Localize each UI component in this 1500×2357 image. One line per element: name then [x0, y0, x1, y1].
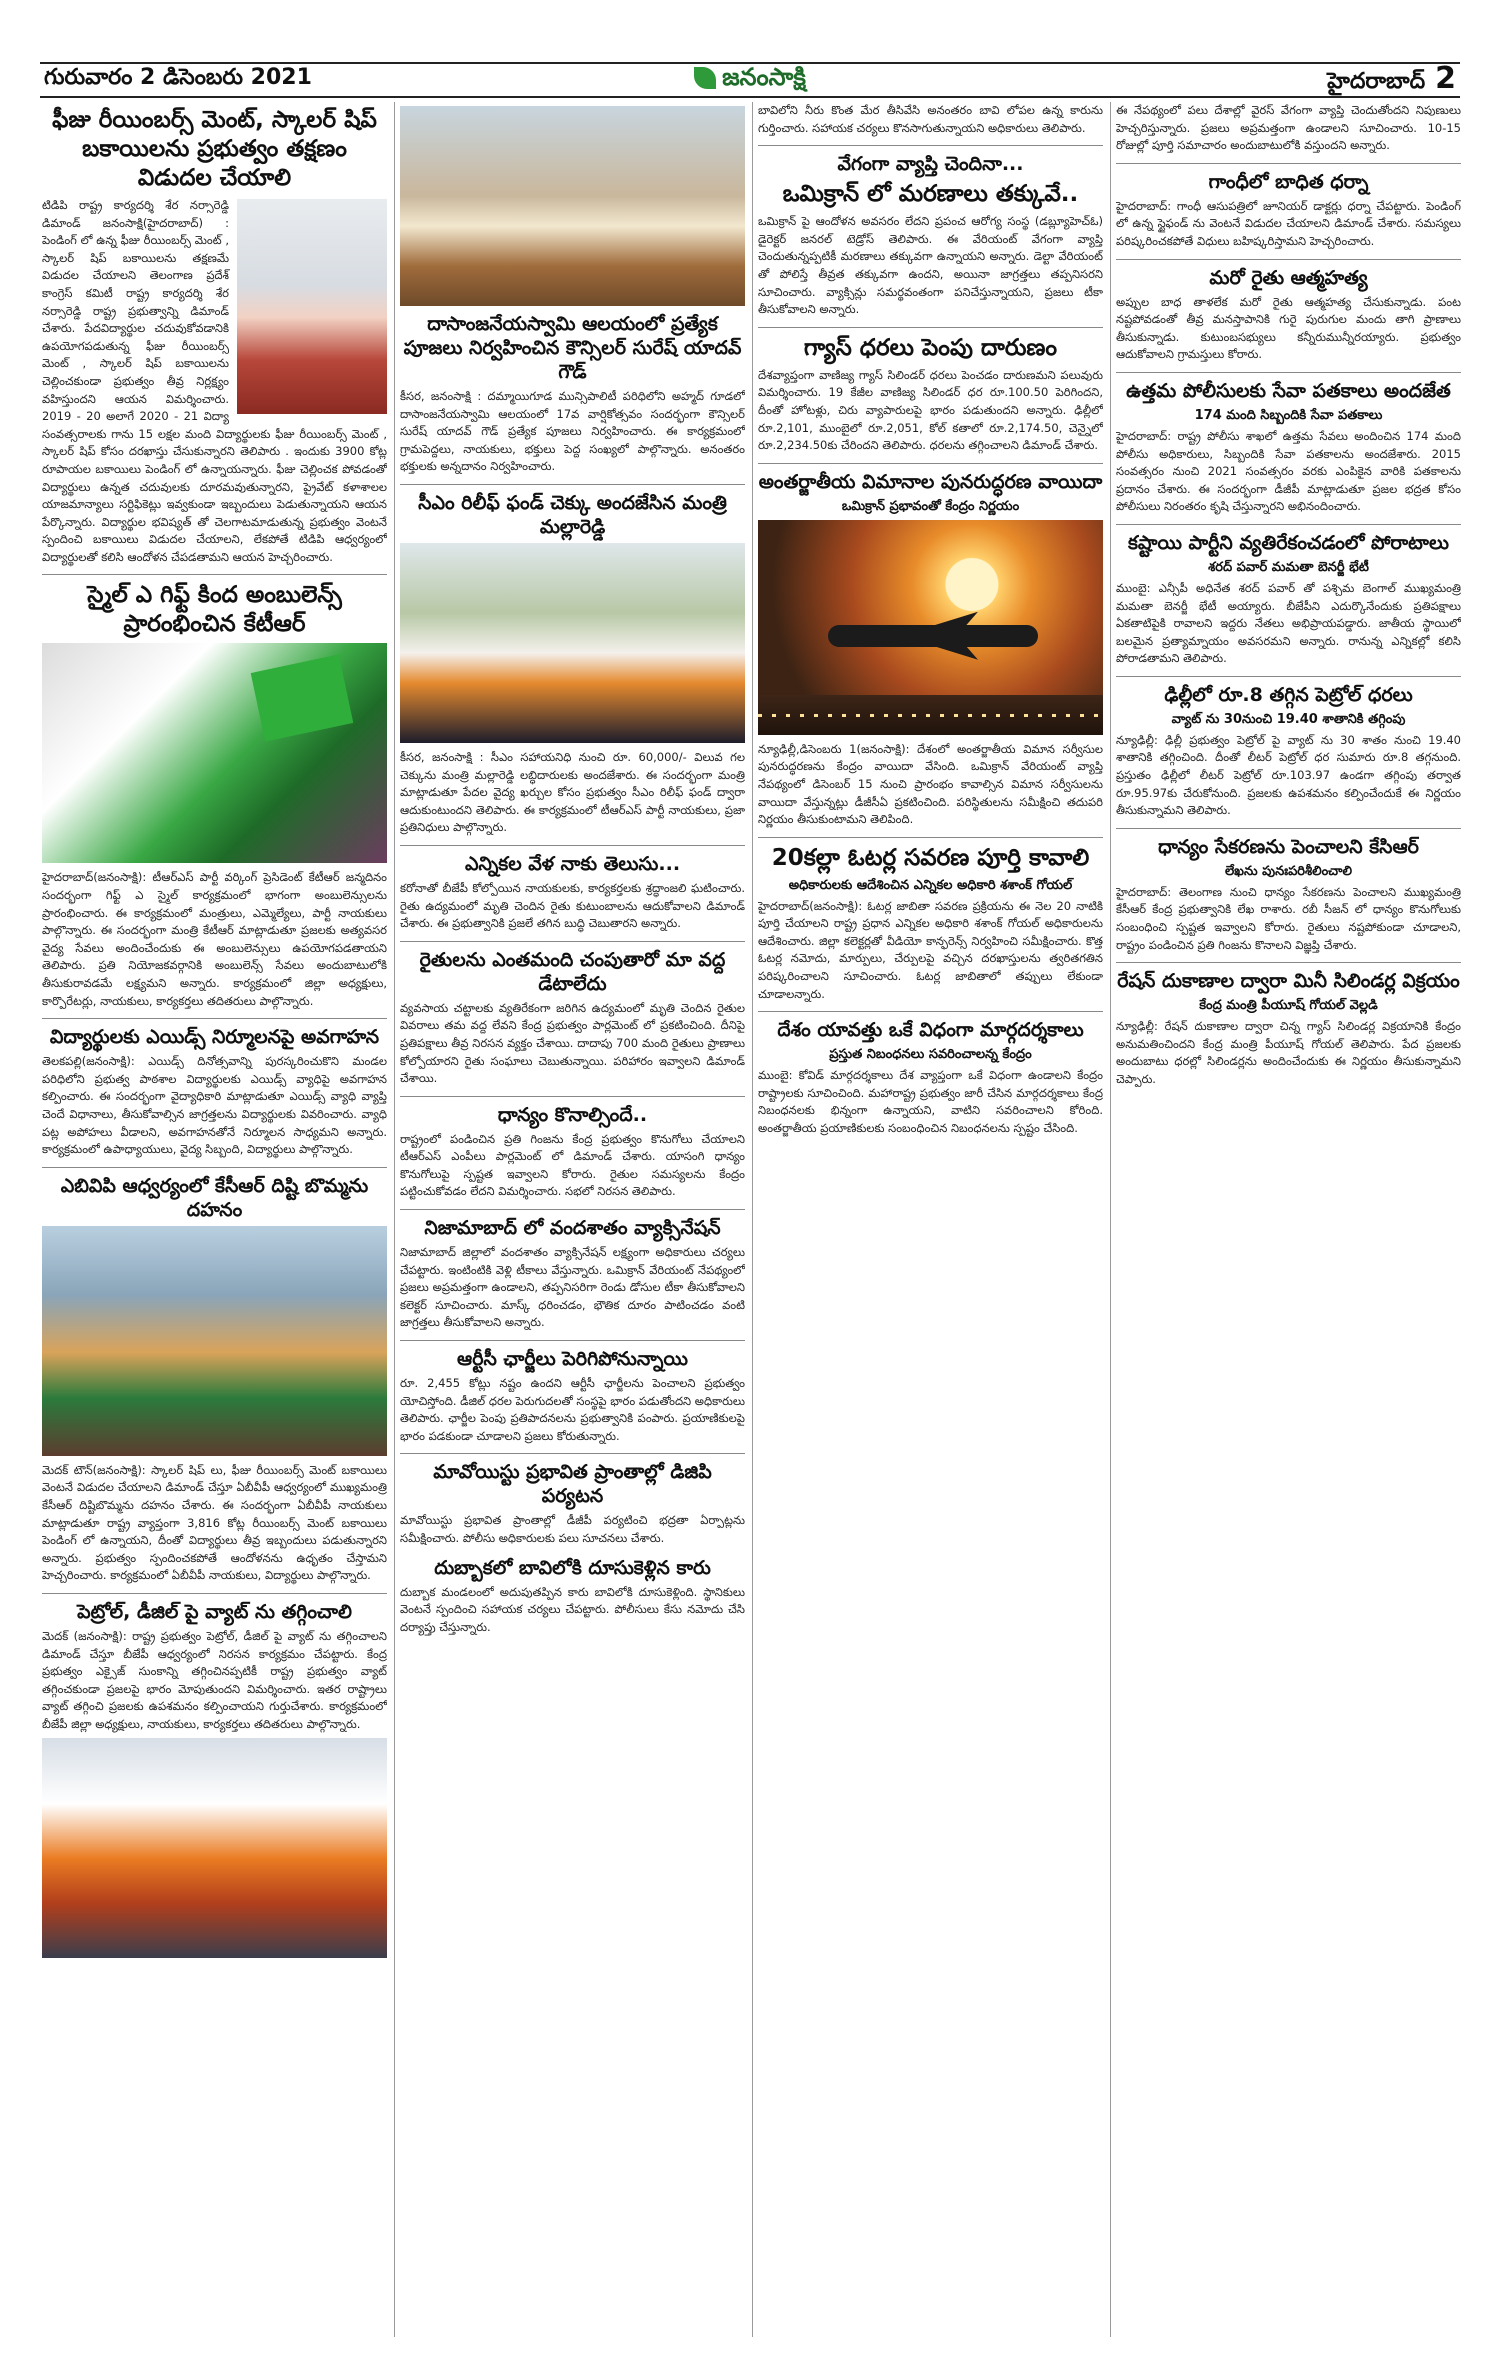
divider — [1116, 828, 1461, 829]
article-headline: ఉత్తమ పోలీసులకు సేవా పతకాలు అందజేత — [1126, 379, 1451, 402]
article-rtc-charges — [400, 1347, 745, 1445]
article-subheadline: ప్రస్తుత నిబంధనలు సవరించాలన్న కేంద్రం — [829, 1047, 1032, 1063]
issue-date: గురువారం 2 డిసెంబరు 2021 — [44, 65, 312, 90]
article-car-well — [400, 1556, 745, 1637]
article-vat-reduction — [42, 1600, 387, 1958]
article-body: కీసర, జనంసాక్షి : దమ్మాయిగూడ మున్సిపాలిటీ పరిధిలోని అహ్మద్ గూడలో దాసాంజనేయస్వామి ఆలయంలో 17వ వార్షికోత్సవం సందర్భంగా కౌన్సిలర్ సురేష్ యాదవ్ గౌడ్ ప్రత్యేక పూజలు నిర్వహించారు. ఈ కార్యక్రమంలో గ్రామపెద్దలు, నాయకులు, భక్తులు పెద్ద సంఖ్యలో పాల్గొన్నారు. అనంతరం భక్తులకు అన్నదానం నిర్వహించారు. — [400, 389, 745, 474]
article-gandhi-dharna — [1116, 170, 1461, 251]
article-omicron — [758, 152, 1103, 319]
divider — [1116, 259, 1461, 260]
article-aids-awareness — [42, 1025, 387, 1159]
article-body: రాష్ట్రంలో పండించిన ప్రతి గింజను కేంద్ర ప్రభుత్వం కొనుగోలు చేయాలని టీఆర్ఎస్ ఎంపీలు పార్లమెంట్ లో డిమాండ్ చేశారు. యాసంగి ధాన్యం కొనుగోలుపై స్పష్టత ఇవ్వాలని కోరారు. రైతుల సమస్యలను కేంద్రం పట్టించుకోవడం లేదని విమర్శించారు. సభలో నిరసన తెలిపారు. — [400, 1131, 745, 1199]
article-body: కరోనాతో బీజేపీ కోల్పోయిన నాయకులకు, కార్యకర్తలకు శ్రద్ధాంజలి ఘటించారు. రైతు ఉద్యమంలో మృతి చెందిన రైతు కుటుంబాలను ఆదుకోవాలని డిమాండ్ చేశారు. ఈ ప్రభుత్వానికి ప్రజలే తగిన బుద్ధి చెబుతారని అన్నారు. — [400, 880, 745, 931]
column-divider — [752, 102, 753, 2337]
article-headline: నిజామాబాద్ లో వందశాతం వ్యాక్సినేషన్ — [424, 1217, 721, 1240]
divider — [400, 1096, 745, 1097]
divider — [758, 145, 1103, 146]
divider — [758, 1011, 1103, 1012]
article-body: ఈ నేపథ్యంలో పలు దేశాల్లో వైరస్ వేగంగా వ్యాప్తి చెందుతోందని నిపుణులు హెచ్చరిస్తున్నారు. ప్రజలు అప్రమత్తంగా ఉండాలని సూచించారు. 10-15 రోజుల్లో పూర్తి సమాచారం అందుబాటులోకి వస్తుందని అన్నారు. — [1116, 103, 1461, 153]
article-fee-reimbursement — [42, 106, 387, 566]
article-headline: దేశం యావత్తు ఒకే విధంగా మార్గదర్శకాలు — [777, 1019, 1084, 1042]
divider — [1116, 524, 1461, 525]
cheque-handover-photo — [400, 543, 745, 743]
divider — [400, 845, 745, 846]
article-headline: కష్టాయి పార్టీని వ్యతిరేకంచడంలో పోరాటాలు — [1127, 531, 1449, 554]
divider — [1116, 962, 1461, 963]
masthead — [40, 62, 1460, 98]
article-kicker: వేగంగా వ్యాప్తి చెందినా... — [837, 153, 1024, 176]
newspaper-logo — [510, 63, 990, 97]
article-headline: ఫీజు రీయింబర్స్ మెంట్, స్కాలర్ షిప్ బకాయిలను ప్రభుత్వం తక్షణం విడుదల చేయాలి — [52, 107, 377, 191]
ambulance-photo — [42, 643, 387, 863]
article-headline: గ్యాస్ ధరలు పెంపు దారుణం — [803, 334, 1058, 361]
article-temple-pooja — [400, 312, 745, 476]
article-body: కీసర, జనంసాక్షి : సీఎం సహాయనిధి నుంచి రూ. 60,000/- విలువ గల చెక్కును మంత్రి మల్లారెడ్డి లబ్ధిదారులకు అందజేశారు. ఈ సందర్భంగా మంత్రి మాట్లాడుతూ పేదల వైద్య ఖర్చుల కోసం ప్రభుత్వం సీఎం రిలీఫ్ ఫండ్ ద్వారా ఆదుకుంటుందని తెలిపారు. ఈ కార్యక్రమంలో టీఆర్ఎస్ పార్టీ నాయకులు, ప్రజా ప్రతినిధులు పాల్గొన్నారు. — [400, 749, 745, 835]
column-3 — [758, 102, 1103, 2337]
divider — [1116, 372, 1461, 373]
article-subheadline: కేంద్ర మంత్రి పీయూష్ గోయల్ వెల్లడి — [1199, 998, 1378, 1014]
article-police-medals — [1116, 379, 1461, 516]
article-body: మెదక్ టౌన్(జనంసాక్షి): స్కాలర్ షిప్ లు, ఫీజు రీయింబర్స్ మెంట్ బకాయిలు వెంటనే విడుదల చేయాలని డిమాండ్ చేస్తూ ఏబీవీపీ ఆధ్వర్యంలో ముఖ్యమంత్రి కేసీఆర్ దిష్టిబొమ్మను దహనం చేశారు. ఈ సందర్భంగా ఏబీవీపీ నాయకులు మాట్లాడుతూ రాష్ట్ర వ్యాప్తంగా 3,816 కోట్ల రీయింబర్స్ మెంట్ బకాయిలు పెండింగ్ లో ఉన్నాయని, దీంతో విద్యార్థులు తీవ్ర ఇబ్బందులు పడుతున్నారని అన్నారు. ప్రభుత్వం స్పందించకపోతే ఆందోళనను ఉధృతం చేస్తామని హెచ్చరించారు. కార్యక్రమంలో ఏబీవీపీ నాయకులు, విద్యార్థులు పాల్గొన్నారు. — [42, 1462, 387, 1583]
divider — [400, 1340, 745, 1341]
divider — [400, 1453, 745, 1454]
article-headline: మరో రైతు ఆత్మహత్య — [1209, 266, 1368, 289]
article-body: హైదరాబాద్: తెలంగాణ నుంచి ధాన్యం సేకరణను పెంచాలని ముఖ్యమంత్రి కేసీఆర్ కేంద్ర ప్రభుత్వానికి లేఖ రాశారు. రబీ సీజన్ లో ధాన్యం కొనుగోలుకు సంబంధించి స్పష్టత ఇవ్వాలని కోరారు. రైతులు నష్టపోకుండా చూడాలని, రాష్ట్రం పండించిన ప్రతి గింజను కొనాలని విజ్ఞప్తి చేశారు. — [1116, 884, 1461, 952]
article-mini-cylinders — [1116, 969, 1461, 1088]
article-guidelines — [758, 1018, 1103, 1137]
article-headline: ఆర్టీసీ ఛార్జీలు పెరిగిపోనున్నాయి — [457, 1348, 688, 1371]
article-subheadline: అధికారులకు ఆదేశించిన ఎన్నికల అధికారి శశాంక్ గోయల్ — [788, 877, 1073, 893]
article-headline: ధాన్యం కొనాల్సిందే.. — [497, 1103, 648, 1126]
article-body: హైదరాబాద్(జనంసాక్షి): ఓటర్ల జాబితా సవరణ ప్రక్రియను ఈ నెల 20 నాటికి పూర్తి చేయాలని రాష్ట్ర ప్రధాన ఎన్నికల అధికారి శశాంక్ గోయల్ అధికారులను ఆదేశించారు. జిల్లా కలెక్టర్లతో వీడియో కాన్ఫరెన్స్ నిర్వహించి సమీక్షించారు. కొత్త ఓటర్ల నమోదు, మార్పులు, చేర్పులపై వచ్చిన దరఖాస్తులను త్వరితగతిన పరిష్కరించాలని సూచించారు. ఓటర్ల జాబితాలో తప్పులు లేకుండా చూడాలన్నారు. — [758, 898, 1103, 1001]
page-number: 2 — [1435, 61, 1456, 96]
article-body: వ్యవసాయ చట్టాలకు వ్యతిరేకంగా జరిగిన ఉద్యమంలో మృతి చెందిన రైతుల వివరాలు తమ వద్ద లేవని కేంద్ర ప్రభుత్వం పార్లమెంట్ లో ప్రకటించింది. దీనిపై ప్రతిపక్షాలు తీవ్ర నిరసన వ్యక్తం చేశాయి. దాదాపు 700 మంది రైతులు ప్రాణాలు కోల్పోయారని రైతు సంఘాలు చెబుతున్నాయి. పరిహారం ఇవ్వాలని డిమాండ్ చేశాయి. — [400, 1000, 745, 1086]
article-body: హైదరాబాద్: గాంధీ ఆసుపత్రిలో జూనియర్ డాక్టర్లు ధర్నా చేపట్టారు. పెండింగ్ లో ఉన్న స్టైఫండ్ ను వెంటనే విడుదల చేయాలని డిమాండ్ చేశారు. సమస్యలు పరిష్కరించకపోతే విధులు బహిష్కరిస్తామని హెచ్చరించారు. — [1116, 198, 1461, 248]
article-paddy-procurement — [1116, 835, 1461, 954]
column-divider — [394, 102, 395, 2337]
article-headline: ఢిల్లీలో రూ.8 తగ్గిన పెట్రోల్ ధరలు — [1164, 683, 1413, 706]
article-headline: స్మైల్ ఎ గిఫ్ట్ కింద అంబులెన్స్ ప్రారంభించిన కేటీఆర్ — [87, 582, 342, 638]
article-subheadline: ఒమిక్రాన్ ప్రభావంతో కేంద్రం నిర్ణయం — [841, 498, 1020, 514]
article-subheadline: లేఖను పునఃపరిశీలించాలి — [1224, 863, 1353, 879]
article-headline: దాసాంజనేయస్వామి ఆలయంలో ప్రత్యేక పూజలు నిర్వహించిన కౌన్సిలర్ సురేష్ యాదవ్ గౌడ్ — [403, 313, 742, 383]
article-subheadline: వ్యాట్ ను 30నుంచి 19.40 శాతానికి తగ్గింపు — [1171, 711, 1406, 727]
divider — [758, 837, 1103, 838]
divider — [42, 1593, 387, 1594]
article-headline: పెట్రోల్, డీజిల్ పై వ్యాట్ ను తగ్గించాలి — [77, 1600, 352, 1623]
article-vaccination — [400, 1216, 745, 1332]
article-headline: రేషన్ దుకాణాల ద్వారా మినీ సిలిండర్ల విక్రయం — [1117, 970, 1460, 993]
divider — [400, 941, 745, 942]
temple-photo — [400, 106, 745, 306]
divider — [42, 574, 387, 575]
article-continued — [758, 102, 1103, 137]
article-body: హైదరాబాద్: రాష్ట్ర పోలీసు శాఖలో ఉత్తమ సేవలు అందించిన 174 మంది పోలీసు అధికారులు, సిబ్బందికి సేవా పతకాలను అందజేశారు. 2015 సంవత్సరం నుంచి 2021 సంవత్సరం వరకు ఎంపికైన వారికి పతకాలను ప్రదానం చేశారు. ఈ సందర్భంగా డీజీపీ మాట్లాడుతూ ప్రజల భద్రత కోసం పోలీసులు నిరంతరం కృషి చేస్తున్నారని అభినందించారు. — [1116, 428, 1461, 514]
column-1 — [42, 102, 387, 2337]
article-farmers-data — [400, 948, 745, 1088]
leaf-icon — [694, 67, 716, 89]
article-body: దేశవ్యాప్తంగా వాణిజ్య గ్యాస్ సిలిండర్ ధరలు పెంచడం దారుణమని పలువురు విమర్శించారు. 19 కేజీల వాణిజ్య సిలిండర్ ధర రూ.100.50 పెరిగిందని, దీంతో హోటళ్లు, చిరు వ్యాపారులపై భారం పడుతుందని అన్నారు. ఢిల్లీలో రూ.2,101, ముంబైలో రూ.2,051, కోల్ కతాలో రూ.2,174.50, చెన్నైలో రూ.2,234.50కు చేరిందని తెలిపారు. ధరలను తగ్గించాలని డిమాండ్ చేశారు. — [758, 367, 1103, 453]
article-ambulance — [42, 581, 387, 1010]
article-abvp-protest — [42, 1174, 387, 1585]
article-body: ఒమిక్రాన్ పై ఆందోళన అవసరం లేదని ప్రపంచ ఆరోగ్య సంస్థ (డబ్ల్యూహెచ్ఓ) డైరెక్టర్ జనరల్ టెడ్రోస్ తెలిపారు. ఈ వేరియంట్ వేగంగా వ్యాప్తి చెందుతున్నప్పటికీ మరణాలు తక్కువగా ఉన్నాయని అన్నారు. డెల్టా వేరియంట్ తో పోలిస్తే తీవ్రత తక్కువగా ఉందని, అయినా జాగ్రత్తలు తప్పనిసరని సూచించారు. వ్యాక్సిన్లు సమర్థవంతంగా పనిచేస్తున్నాయని, ప్రజలు టీకా తీసుకోవాలని అన్నారు. — [758, 214, 1103, 317]
article-headline: విద్యార్థులకు ఎయిడ్స్ నిర్మూలనపై అవగాహన — [49, 1026, 380, 1049]
portrait-photo — [237, 199, 387, 414]
article-headline: ఎబివిపి ఆధ్వర్యంలో కేసీఆర్ దిష్టి బొమ్మను దహనం — [60, 1174, 369, 1221]
edition-city: హైదరాబాద్ — [1327, 69, 1426, 94]
edition-info — [990, 61, 1460, 99]
article-pawar-mamata — [1116, 531, 1461, 668]
article-headline: ఒమిక్రాన్ లో మరణాలు తక్కువే.. — [782, 181, 1079, 208]
article-elections — [400, 852, 745, 933]
article-subheadline: శరద్ పవార్ మమతా బెనర్జీ భేటీ — [1208, 559, 1369, 575]
article-body: దుబ్బాక మండలంలో అదుపుతప్పిన కారు బావిలోకి దూసుకెళ్లింది. స్థానికులు వెంటనే స్పందించి సహాయక చర్యలు చేపట్టారు. పోలీసులు కేసు నమోదు చేసి దర్యాప్తు చేస్తున్నారు. — [400, 1584, 745, 1634]
article-dgp-visit — [400, 1460, 745, 1547]
article-headline: అంతర్జాతీయ విమానాల పునరుద్ధరణ వాయిదా — [758, 470, 1103, 493]
article-body: రూ. 2,455 కోట్లు నష్టం ఉందని ఆర్టీసీ ఛార్జీలను పెంచాలని ప్రభుత్వం యోచిస్తోంది. డీజిల్ ధరల పెరుగుదలతో సంస్థపై భారం పడుతోందని అధికారులు తెలిపారు. ఛార్జీల పెంపు ప్రతిపాదనలను ప్రభుత్వానికి పంపారు. ప్రయాణికులపై భారం పడకుండా చూడాలని ప్రజలు కోరుతున్నారు. — [400, 1376, 745, 1443]
article-headline: గాంధీలో బాధిత ధర్నా — [1208, 170, 1369, 193]
article-farmer-suicide — [1116, 266, 1461, 364]
divider — [42, 1018, 387, 1019]
column-4 — [1116, 102, 1461, 2337]
article-headline: సీఎం రిలీఫ్ ఫండ్ చెక్కు అందజేసిన మంత్రి మల్లారెడ్డి — [418, 491, 727, 538]
article-headline: ఎన్నికల వేళ నాకు తెలుసు... — [464, 852, 681, 875]
runway-lights — [758, 714, 1103, 717]
divider — [1116, 163, 1461, 164]
protest-photo — [42, 1226, 387, 1456]
article-body: న్యూఢిల్లీ,డిసెంబరు 1(జనంసాక్షి): దేశంలో అంతర్జాతీయ విమాన సర్వీసుల పునరుద్ధరణను కేంద్రం వాయిదా వేసింది. ఒమిక్రాన్ వేరియంట్ వ్యాప్తి నేపథ్యంలో డిసెంబర్ 15 నుంచి ప్రారంభం కావాల్సిన విమాన సర్వీసులను వాయిదా వేస్తున్నట్లు డీజీసీఏ ప్రకటించింది. పరిస్థితులను సమీక్షించి తదుపరి నిర్ణయం తీసుకుంటామని తెలిపింది. — [758, 741, 1103, 827]
article-headline: రైతులను ఎంతమంది చంపుతారో మా వద్ద డేటాలేదు — [419, 948, 726, 995]
article-continued — [1116, 102, 1461, 155]
article-flights — [758, 470, 1103, 829]
article-headline: దుబ్బాకలో బావిలోకి దూసుకెళ్లిన కారు — [434, 1556, 711, 1579]
article-body: బావిలోని నీరు కొంత మేర తీసివేసి అనంతరం బావి లోపల ఉన్న కారును గుర్తించారు. సహాయక చర్యలు కొనసాగుతున్నాయని అధికారులు తెలిపారు. — [758, 103, 1103, 135]
flag-icon — [251, 655, 354, 742]
bjp-protest-photo — [42, 1738, 387, 1958]
divider — [758, 327, 1103, 328]
article-voter-revision — [758, 844, 1103, 1004]
column-divider — [1110, 102, 1111, 2337]
article-subheadline: 174 మంది సిబ్బందికి సేవా పతకాలు — [1194, 407, 1383, 423]
divider — [1116, 676, 1461, 677]
article-body: అప్పుల బాధ తాళలేక మరో రైతు ఆత్మహత్య చేసుకున్నాడు. పంట నష్టపోవడంతో తీవ్ర మనస్తాపానికి గురై పురుగుల మందు తాగి ప్రాణాలు తీసుకున్నాడు. కుటుంబసభ్యులు కన్నీరుమున్నీరయ్యారు. ప్రభుత్వం ఆదుకోవాలని గ్రామస్తులు కోరారు. — [1116, 294, 1461, 362]
article-paddy — [400, 1103, 745, 1201]
divider — [400, 1209, 745, 1210]
newspaper-name: జనంసాక్షి — [722, 63, 806, 91]
article-body: ముంబై: కోవిడ్ మార్గదర్శకాలు దేశ వ్యాప్తంగా ఒకే విధంగా ఉండాలని కేంద్రం రాష్ట్రాలకు సూచించింది. మహారాష్ట్ర ప్రభుత్వం జారీ చేసిన మార్గదర్శకాలు కేంద్ర నిబంధనలకు భిన్నంగా ఉన్నాయని, వాటిని సవరించాలని కోరింది. అంతర్జాతీయ ప్రయాణికులకు సంబంధించిన నిబంధనలను స్పష్టం చేసింది. — [758, 1068, 1103, 1136]
article-body: నిజామాబాద్ జిల్లాలో వందశాతం వ్యాక్సినేషన్ లక్ష్యంగా అధికారులు చర్యలు చేపట్టారు. ఇంటింటికి వెళ్లి టీకాలు వేస్తున్నారు. ఒమిక్రాన్ వేరియంట్ నేపథ్యంలో ప్రజలు అప్రమత్తంగా ఉండాలని, తప్పనిసరిగా రెండు డోసుల టీకా తీసుకోవాలని కలెక్టర్ సూచించారు. మాస్క్ ధరించడం, భౌతిక దూరం పాటించడం వంటి జాగ్రత్తలు తీసుకోవాలని అన్నారు. — [400, 1245, 745, 1330]
article-headline: 20కల్లా ఓటర్ల సవరణ పూర్తి కావాలి — [771, 844, 1090, 871]
divider — [42, 1167, 387, 1168]
column-2 — [400, 102, 745, 2337]
article-body: ముంబై: ఎన్సీపీ అధినేత శరద్ పవార్ తో పశ్చిమ బెంగాల్ ముఖ్యమంత్రి మమతా బెనర్జీ భేటీ అయ్యారు. బీజేపీని ఎదుర్కొనేందుకు ప్రతిపక్షాలు ఏకతాటిపైకి రావాలని ఇద్దరు నేతలు అభిప్రాయపడ్డారు. జాతీయ స్థాయిలో బలమైన ప్రత్యామ్నాయం అవసరమని అన్నారు. రానున్న ఎన్నికల్లో కలిసి పోరాడతామని తెలిపారు. — [1116, 580, 1461, 666]
article-body: తెలకపల్లి(జనంసాక్షి): ఎయిడ్స్ దినోత్సవాన్ని పురస్కరించుకొని మండల పరిధిలోని ప్రభుత్వ పాఠశాల విద్యార్థులకు ఎయిడ్స్ వ్యాధిపై అవగాహన కల్పించారు. ఈ సందర్భంగా వైద్యాధికారి మాట్లాడుతూ ఎయిడ్స్ వ్యాధి వ్యాప్తి చెందే విధానాలు, తీసుకోవాల్సిన జాగ్రత్తలను విద్యార్థులకు వివరించారు. వ్యాధి పట్ల అపోహలు వీడాలని, అవగాహనతోనే నిర్మూలన సాధ్యమని అన్నారు. కార్యక్రమంలో ఉపాధ్యాయులు, వైద్య సిబ్బంది, విద్యార్థులు పాల్గొన్నారు. — [42, 1054, 387, 1157]
article-body: న్యూఢిల్లీ: ఢిల్లీ ప్రభుత్వం పెట్రోల్ పై వ్యాట్ ను 30 శాతం నుంచి 19.40 శాతానికి తగ్గించింది. దీంతో లీటర్ పెట్రోల్ ధర సుమారు రూ.8 తగ్గనుంది. ప్రస్తుతం ఢిల్లీలో లీటర్ పెట్రోల్ రూ.103.97 ఉండగా తగ్గింపు తర్వాత రూ.95.97కు చేరుకోనుంది. ప్రజలకు ఉపశమనం కల్పించేందుకే ఈ నిర్ణయం తీసుకున్నామని తెలిపారు. — [1116, 732, 1461, 818]
airplane-photo — [758, 520, 1103, 735]
divider — [758, 463, 1103, 464]
article-cm-relief — [400, 491, 745, 837]
article-body: టిడిపి రాష్ట్ర కార్యదర్శి శేర నర్సారెడ్డి డిమాండ్ జనంసాక్షి(హైదరాబాద్) : పెండింగ్ లో ఉన్న ఫీజు రీయింబర్స్ మెంట్ , స్కాలర్ షిప్ బకాయిలను తక్షణమే విడుదల చేయాలని తెలంగాణ ప్రదేశ్ కాంగ్రెస్ కమిటీ రాష్ట్ర కార్యదర్శి శేర నర్సారెడ్డి రాష్ట్ర ప్రభుత్వాన్ని డిమాండ్ చేశారు. పేదవిద్యార్థుల చదువుకోవడానికి ఉపయోగపడుతున్న ఫీజు రీయింబర్స్ మెంట్ , స్కాలర్ షిప్ బకాయిలను చెల్లించకుండా ప్రభుత్వం తీవ్ర నిర్లక్ష్యం వహిస్తుందని ఆయన విమర్శించారు. 2019 - 20 అలాగే 2020 - 21 విద్యా సంవత్సరాలకు గాను 15 లక్షల మంది విద్యార్థులకు ఫీజు రీయింబర్స్ మెంట్ , స్కాలర్ షిప్ కోసం దరఖాస్తు చేసుకున్నారని తెలిపారు . ఇందుకు 3900 కోట్ల రూపాయల బకాయిలు పెండింగ్ లో ఉన్నాయన్నారు. ఫీజు చెల్లించక పోవడంతో విద్యార్థులు ఉన్నత చదువులకు దూరమవుతున్నారని, ప్రైవేట్ కళాశాలల యాజమాన్యాలు సర్టిఫికెట్లు ఇవ్వకుండా ఇబ్బందులు పెడుతున్నాయని ఆయన పేర్కొన్నారు. విద్యార్థుల భవిష్యత్ తో చెలగాటమాడుతున్న ప్రభుత్వం వెంటనే స్పందించి బకాయిలు విడుదల చేయాలని, లేకపోతే టిడిపి ఆధ్వర్యంలో విద్యార్థులతో కలిసి ఆందోళన చేపడతామని ఆయన హెచ్చరించారు. — [42, 198, 387, 564]
article-body: హైదరాబాద్(జనంసాక్షి): టీఆర్ఎస్ పార్టీ వర్కింగ్ ప్రెసిడెంట్ కేటీఆర్ జన్మదినం సందర్భంగా గిఫ్ట్ ఎ స్మైల్ కార్యక్రమంలో భాగంగా అంబులెన్సులను ప్రారంభించారు. ఈ కార్యక్రమంలో మంత్రులు, ఎమ్మెల్యేలు, పార్టీ నాయకులు పాల్గొన్నారు. ఈ సందర్భంగా మంత్రి కేటీఆర్ మాట్లాడుతూ ప్రజలకు అత్యవసర వైద్య సేవలు అందించేందుకు ఈ అంబులెన్సులు ఉపయోగపడతాయని తెలిపారు. ప్రతి నియోజకవర్గానికి అంబులెన్స్ సేవలు అందుబాటులోకి తీసుకురావడమే లక్ష్యమని అన్నారు. కార్యక్రమంలో జిల్లా అధ్యక్షులు, కార్పొరేటర్లు, నాయకులు, కార్యకర్తలు తదితరులు పాల్గొన్నారు. — [42, 870, 387, 1008]
article-body: న్యూఢిల్లీ: రేషన్ దుకాణాల ద్వారా చిన్న గ్యాస్ సిలిండర్ల విక్రయానికి కేంద్రం అనుమతించిందని కేంద్ర మంత్రి పీయూష్ గోయల్ తెలిపారు. పేద ప్రజలకు అందుబాటు ధరల్లో సిలిండర్లను అందించేందుకు ఈ నిర్ణయం తీసుకున్నామని చెప్పారు. — [1116, 1019, 1461, 1086]
divider — [400, 484, 745, 485]
article-gas-price — [758, 334, 1103, 455]
article-delhi-petrol — [1116, 683, 1461, 820]
article-headline: మావోయిస్టు ప్రభావిత ప్రాంతాల్లో డిజిపి పర్యటన — [433, 1461, 712, 1508]
article-body: మావోయిస్టు ప్రభావిత ప్రాంతాల్లో డీజీపీ పర్యటించి భద్రతా ఏర్పాట్లను సమీక్షించారు. పోలీసు అధికారులకు పలు సూచనలు చేశారు. — [400, 1513, 745, 1545]
article-headline: ధాన్యం సేకరణను పెంచాలని కేసిఆర్ — [1158, 835, 1419, 858]
article-body: మెదక్ (జనంసాక్షి): రాష్ట్ర ప్రభుత్వం పెట్రోల్, డీజిల్ పై వ్యాట్ ను తగ్గించాలని డిమాండ్ చేస్తూ బీజేపీ ఆధ్వర్యంలో నిరసన కార్యక్రమం చేపట్టారు. కేంద్ర ప్రభుత్వం ఎక్సైజ్ సుంకాన్ని తగ్గించినప్పటికీ రాష్ట్ర ప్రభుత్వం వ్యాట్ తగ్గించకుండా ప్రజలపై భారం మోపుతుందని విమర్శించారు. ఇతర రాష్ట్రాలు వ్యాట్ తగ్గించి ప్రజలకు ఉపశమనం కల్పించాయని గుర్తుచేశారు. కార్యక్రమంలో బీజేపీ జిల్లా అధ్యక్షులు, నాయకులు, కార్యకర్తలు తదితరులు పాల్గొన్నారు. — [42, 1628, 387, 1731]
